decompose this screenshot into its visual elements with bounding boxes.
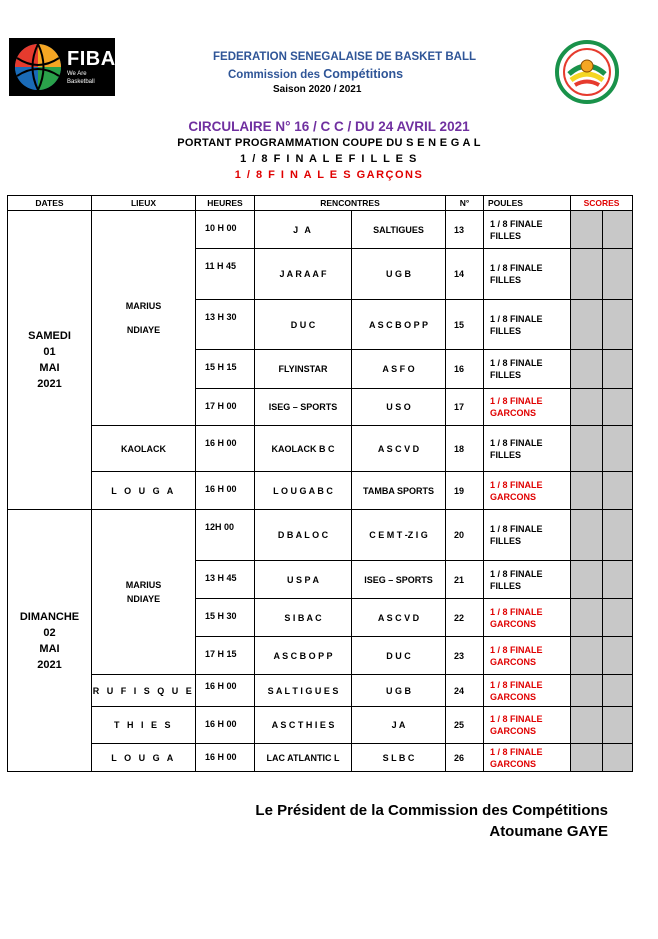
away-team: A S C V D bbox=[352, 599, 446, 637]
pool-line: 1 / 8 FINALE bbox=[490, 568, 543, 579]
circular-title: CIRCULAIRE N° 16 / C C / DU 24 AVRIL 2021 bbox=[188, 119, 470, 134]
home-team: L O U G A B C bbox=[255, 472, 352, 510]
home-team: A S C B O P P bbox=[255, 637, 352, 675]
boys-heading: 1 / 8 F I N A L E S GARÇONS bbox=[234, 169, 424, 181]
header-heures: HEURES bbox=[196, 196, 255, 211]
score-cell[interactable] bbox=[571, 675, 603, 707]
score-cell[interactable] bbox=[603, 675, 633, 707]
away-team: D U C bbox=[352, 637, 446, 675]
fiba-tagline: We Are Basketball bbox=[67, 71, 95, 85]
pool-line: FILLES bbox=[490, 230, 522, 241]
pool-line: FILLES bbox=[490, 449, 522, 460]
fiba-logo bbox=[9, 38, 115, 96]
match-time: 16 H 00 bbox=[196, 707, 255, 744]
match-time: 13 H 30 bbox=[196, 300, 255, 350]
away-team: U G B bbox=[352, 675, 446, 707]
pool-line: 1 / 8 FINALE bbox=[490, 218, 543, 229]
table-row bbox=[8, 426, 633, 472]
score-cell[interactable] bbox=[571, 561, 603, 599]
day-number: 01 bbox=[43, 346, 56, 358]
venue-louga: L O U G A bbox=[92, 472, 196, 510]
home-team: ISEG – SPORTS bbox=[255, 389, 352, 426]
pool-line: GARCONS bbox=[490, 758, 537, 769]
score-cell[interactable] bbox=[603, 637, 633, 675]
score-cell[interactable] bbox=[571, 707, 603, 744]
day-name: SAMEDI bbox=[28, 330, 71, 342]
venue-line: NDIAYE bbox=[126, 325, 161, 335]
match-time: 15 H 30 bbox=[196, 599, 255, 637]
match-number: 24 bbox=[446, 675, 484, 707]
score-cell[interactable] bbox=[571, 300, 603, 350]
match-number: 13 bbox=[446, 211, 484, 249]
header-poules: POULES bbox=[484, 196, 571, 211]
pool-line: GARCONS bbox=[490, 656, 537, 667]
pool-line: GARCONS bbox=[490, 618, 537, 629]
fiba-word: FIBA bbox=[67, 48, 116, 70]
match-number: 16 bbox=[446, 350, 484, 389]
score-cell[interactable] bbox=[603, 211, 633, 249]
score-cell[interactable] bbox=[603, 300, 633, 350]
header-dates: DATES bbox=[8, 196, 92, 211]
day-saturday bbox=[8, 211, 92, 510]
venue-marius-ndiaye bbox=[92, 211, 196, 426]
commission-label-big: Compétitions bbox=[323, 67, 404, 81]
match-number: 14 bbox=[446, 249, 484, 300]
score-cell[interactable] bbox=[603, 426, 633, 472]
pool-line: 1 / 8 FINALE bbox=[490, 714, 543, 724]
score-cell[interactable] bbox=[603, 510, 633, 561]
day-month: MAI bbox=[39, 642, 60, 655]
score-cell[interactable] bbox=[603, 249, 633, 300]
table-row bbox=[8, 707, 633, 744]
pool-line: 1 / 8 FINALE bbox=[490, 313, 543, 324]
venue-louga: L O U G A bbox=[92, 744, 196, 772]
table-row bbox=[8, 675, 633, 707]
match-number: 22 bbox=[446, 599, 484, 637]
score-cell[interactable] bbox=[603, 744, 633, 772]
home-team: U S P A bbox=[255, 561, 352, 599]
match-number: 25 bbox=[446, 707, 484, 744]
match-time: 10 H 00 bbox=[196, 211, 255, 249]
score-cell[interactable] bbox=[571, 744, 603, 772]
pool-line: 1 / 8 FINALE bbox=[490, 358, 543, 368]
pool-line: GARCONS bbox=[490, 491, 537, 502]
home-team: J A bbox=[255, 211, 352, 249]
header-lieux: LIEUX bbox=[92, 196, 196, 211]
match-number: 15 bbox=[446, 300, 484, 350]
away-team: U G B bbox=[352, 249, 446, 300]
basketball-globe-icon bbox=[13, 42, 63, 92]
day-year: 2021 bbox=[37, 658, 62, 671]
away-team: A S C B O P P bbox=[352, 300, 446, 350]
pool bbox=[484, 426, 571, 472]
pool bbox=[484, 510, 571, 561]
schedule-table bbox=[7, 195, 633, 772]
pool bbox=[484, 707, 571, 744]
away-team: A S C V D bbox=[352, 426, 446, 472]
day-name: DIMANCHE bbox=[19, 610, 80, 623]
away-team: S L B C bbox=[352, 744, 446, 772]
pool-line: 1 / 8 FINALE bbox=[490, 679, 543, 690]
pool-line: 1 / 8 FINALE bbox=[490, 524, 543, 534]
pool-line: FILLES bbox=[490, 275, 522, 285]
home-team: S A L T I G U E S bbox=[255, 675, 352, 707]
season: Saison 2020 / 2021 bbox=[273, 84, 362, 95]
match-number: 17 bbox=[446, 389, 484, 426]
home-team: A S C T H I E S bbox=[255, 707, 352, 744]
venue-line: MARIUS bbox=[125, 580, 162, 590]
venue-line: NDIAYE bbox=[126, 594, 161, 604]
day-year: 2021 bbox=[37, 378, 62, 390]
match-number: 21 bbox=[446, 561, 484, 599]
pool-line: GARCONS bbox=[490, 726, 537, 736]
home-team: KAOLACK B C bbox=[255, 426, 352, 472]
pool bbox=[484, 675, 571, 707]
home-team: FLYINSTAR bbox=[255, 350, 352, 389]
score-cell[interactable] bbox=[571, 637, 603, 675]
pool-line: 1 / 8 FINALE bbox=[490, 437, 543, 448]
score-cell[interactable] bbox=[571, 211, 603, 249]
home-team: D B A L O C bbox=[255, 510, 352, 561]
pool bbox=[484, 472, 571, 510]
match-time: 16 H 00 bbox=[196, 426, 255, 472]
away-team: ISEG – SPORTS bbox=[352, 561, 446, 599]
header-no: N° bbox=[446, 196, 484, 211]
pool-line: FILLES bbox=[490, 580, 522, 591]
pool-line: 1 / 8 FINALE bbox=[490, 644, 543, 655]
fsbb-emblem-icon bbox=[555, 40, 619, 104]
away-team: SALTIGUES bbox=[352, 211, 446, 249]
home-team: LAC ATLANTIC L bbox=[255, 744, 352, 772]
match-time: 15 H 15 bbox=[196, 350, 255, 389]
match-number: 20 bbox=[446, 510, 484, 561]
pool-line: 1 / 8 FINALE bbox=[490, 479, 543, 490]
away-team: J A bbox=[352, 707, 446, 744]
home-team: J A R A A F bbox=[255, 249, 352, 300]
venue-marius-ndiaye bbox=[92, 510, 196, 675]
pool-line: 1 / 8 FINALE bbox=[490, 263, 543, 273]
score-cell[interactable] bbox=[603, 599, 633, 637]
header-scores: SCORES bbox=[571, 196, 633, 211]
score-cell[interactable] bbox=[603, 472, 633, 510]
venue-thies: T H I E S bbox=[92, 707, 196, 744]
pool bbox=[484, 599, 571, 637]
home-team: D U C bbox=[255, 300, 352, 350]
match-time: 16 H 00 bbox=[196, 472, 255, 510]
table-header-row bbox=[8, 196, 633, 211]
match-time: 16 H 00 bbox=[196, 675, 255, 707]
commission-name bbox=[228, 67, 478, 81]
program-subtitle: PORTANT PROGRAMMATION COUPE DU S E N E G A L bbox=[177, 137, 481, 149]
pool bbox=[484, 249, 571, 300]
pool-line: 1 / 8 FINALE bbox=[490, 606, 543, 617]
match-time: 17 H 15 bbox=[196, 637, 255, 675]
away-team: U S O bbox=[352, 389, 446, 426]
pool-line: FILLES bbox=[490, 325, 522, 336]
pool-line: FILLES bbox=[490, 536, 522, 546]
match-time: 12H 00 bbox=[196, 510, 255, 561]
score-cell[interactable] bbox=[571, 350, 603, 389]
commission-label: Commission des bbox=[228, 69, 321, 81]
pool bbox=[484, 350, 571, 389]
home-team: S I B A C bbox=[255, 599, 352, 637]
girls-heading: 1 / 8 F I N A L E F I L L E S bbox=[240, 153, 418, 165]
score-cell[interactable] bbox=[571, 472, 603, 510]
pool bbox=[484, 637, 571, 675]
score-cell[interactable] bbox=[571, 249, 603, 300]
table-row bbox=[8, 211, 633, 249]
table-row bbox=[8, 472, 633, 510]
pool bbox=[484, 744, 571, 772]
table-row bbox=[8, 744, 633, 772]
venue-rufisque: R U F I S Q U E bbox=[92, 675, 196, 707]
score-cell[interactable] bbox=[603, 350, 633, 389]
pool bbox=[484, 561, 571, 599]
match-time: 17 H 00 bbox=[196, 389, 255, 426]
score-cell[interactable] bbox=[571, 426, 603, 472]
score-cell[interactable] bbox=[571, 599, 603, 637]
score-cell[interactable] bbox=[571, 389, 603, 426]
pool bbox=[484, 389, 571, 426]
match-number: 18 bbox=[446, 426, 484, 472]
pool-line: GARCONS bbox=[490, 408, 537, 418]
table-row bbox=[8, 510, 633, 561]
day-sunday bbox=[8, 510, 92, 772]
pool bbox=[484, 211, 571, 249]
match-time: 13 H 45 bbox=[196, 561, 255, 599]
away-team: C E M T -Z I G bbox=[352, 510, 446, 561]
day-number: 02 bbox=[43, 626, 56, 639]
pool bbox=[484, 300, 571, 350]
score-cell[interactable] bbox=[603, 707, 633, 744]
match-time: 11 H 45 bbox=[196, 249, 255, 300]
match-number: 23 bbox=[446, 637, 484, 675]
score-cell[interactable] bbox=[603, 561, 633, 599]
federation-name: FEDERATION SENEGALAISE DE BASKET BALL bbox=[213, 51, 477, 63]
away-team: TAMBA SPORTS bbox=[352, 472, 446, 510]
match-number: 26 bbox=[446, 744, 484, 772]
venue-line: MARIUS bbox=[125, 301, 162, 311]
signatory-name: Atoumane GAYE bbox=[489, 823, 608, 840]
away-team: A S F O bbox=[352, 350, 446, 389]
venue-kaolack: KAOLACK bbox=[92, 426, 196, 472]
match-number: 19 bbox=[446, 472, 484, 510]
score-cell[interactable] bbox=[603, 389, 633, 426]
pool-line: FILLES bbox=[490, 370, 522, 380]
pool-line: 1 / 8 FINALE bbox=[490, 746, 543, 757]
signatory-title: Le Président de la Commission des Compétitions bbox=[255, 802, 608, 819]
day-month: MAI bbox=[39, 362, 60, 374]
match-time: 16 H 00 bbox=[196, 744, 255, 772]
score-cell[interactable] bbox=[571, 510, 603, 561]
pool-line: GARCONS bbox=[490, 691, 537, 702]
header-rencontres: RENCONTRES bbox=[255, 196, 446, 211]
pool-line: 1 / 8 FINALE bbox=[490, 396, 543, 406]
